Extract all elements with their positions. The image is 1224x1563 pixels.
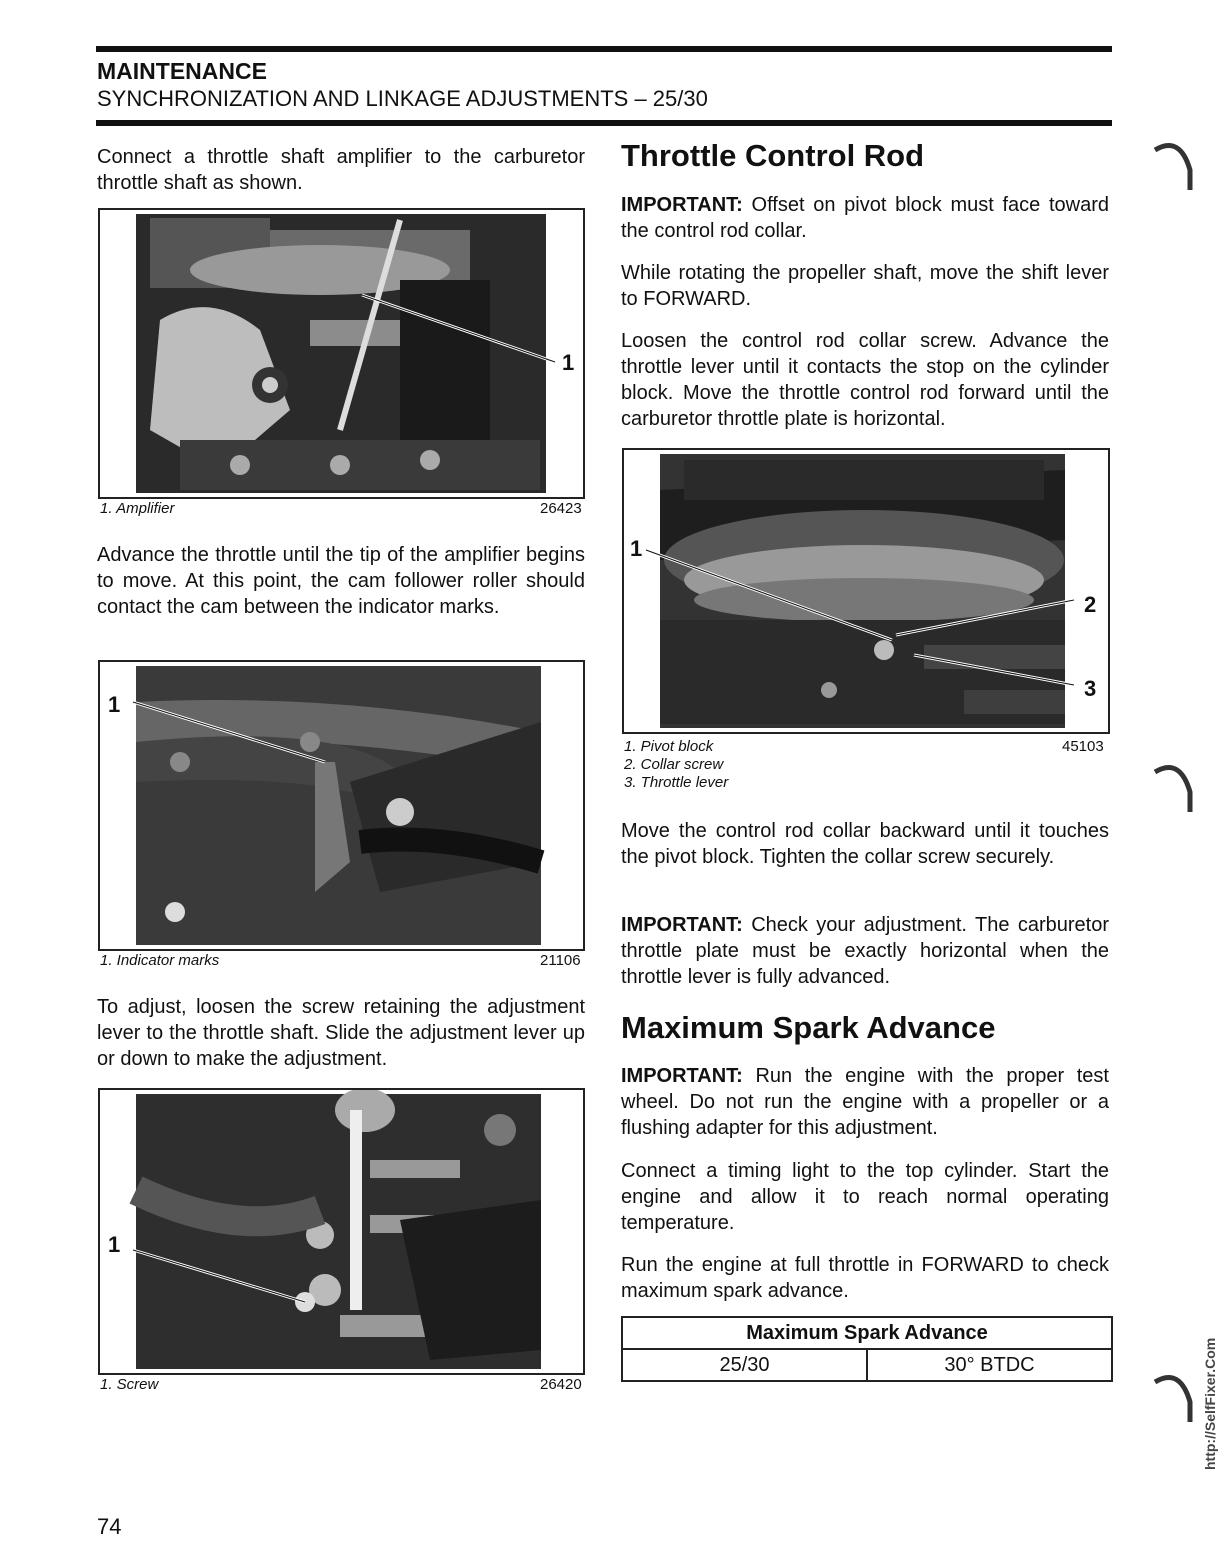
pivot-block-photo: [622, 448, 1110, 734]
binder-hole-mark-1: [1150, 130, 1200, 200]
fig1-callout: 1: [562, 350, 575, 375]
spark-advance-table: [621, 1316, 1113, 1382]
timing-paragraph: Connect a timing light to the top cylinder. Start the engine and allow it to reach normal operating temperature.: [621, 1160, 1109, 1234]
fig1-caption: 1. Amplifier: [100, 500, 175, 517]
fig2-caption: 1. Indicator marks: [100, 952, 220, 969]
fig4-callout-2: 2: [1084, 592, 1097, 617]
throttle-control-rod-heading: Throttle Control Rod: [621, 138, 925, 173]
screw-photo: [98, 1088, 585, 1375]
fig3-callout: 1: [108, 1232, 121, 1257]
indicator-photo-art: [100, 662, 583, 949]
page-number: 74: [97, 1514, 122, 1539]
table-cell-model: 25/30: [719, 1354, 770, 1376]
indicator-photo: [98, 660, 585, 951]
important-text: Run the engine with the proper test wheel. Do not run the engine with a propeller or a flushing adapter for this adjustment.: [621, 1065, 1109, 1139]
rotate-paragraph: While rotating the propeller shaft, move the shift lever to FORWARD.: [621, 262, 1109, 310]
pivot-block-photo-art: [624, 450, 1108, 732]
fig4-caption-3: 3. Throttle lever: [624, 774, 729, 791]
important-label: IMPORTANT:: [621, 194, 743, 216]
fig4-caption-2: 2. Collar screw: [624, 756, 724, 773]
amplifier-photo: [98, 208, 585, 499]
binder-hole-mark-3: [1150, 1362, 1200, 1432]
important-text: Check your adjustment. The carburetor throttle plate must be exactly horizontal when the throttle lever is fully advanced.: [621, 914, 1109, 988]
move-paragraph: Move the control rod collar backward until it touches the pivot block. Tighten the collar screw securely.: [621, 820, 1109, 868]
intro-paragraph: Connect a throttle shaft amplifier to the carburetor throttle shaft as shown.: [97, 146, 585, 194]
adjust-paragraph: To adjust, loosen the screw retaining the adjustment lever to the throttle shaft. Slide the adjustment lever up or down to make the adjustment.: [97, 996, 585, 1070]
watermark: http://SelfFixer.Com: [1202, 1337, 1218, 1470]
table-title: Maximum Spark Advance: [623, 1318, 1111, 1350]
table-row: [623, 1350, 1111, 1380]
maximum-spark-advance-heading: Maximum Spark Advance: [621, 1010, 996, 1045]
section-title: MAINTENANCE: [97, 58, 267, 84]
loosen-paragraph: Loosen the control rod collar screw. Advance the throttle lever until it contacts the stop on the cylinder block. Move the throttle control rod forward until the carburetor throttle plate is horizontal.: [621, 330, 1109, 430]
fig4-callout-3: 3: [1084, 676, 1097, 701]
fig4-number: 45103: [1062, 738, 1104, 755]
run-paragraph: Run the engine at full throttle in FORWARD to check maximum spark advance.: [621, 1254, 1109, 1302]
fig2-number: 21106: [540, 952, 581, 969]
important-label: IMPORTANT:: [621, 1065, 743, 1087]
important-note-3: [621, 1063, 1109, 1141]
header-rule-top: [96, 46, 1112, 52]
fig4-callout-1: 1: [630, 536, 643, 561]
screw-photo-art: [100, 1090, 583, 1373]
important-note-2: [621, 912, 1109, 990]
header-rule-bottom: [96, 120, 1112, 126]
binder-hole-mark-2: [1150, 752, 1200, 822]
fig4-caption-1: 1. Pivot block: [624, 738, 714, 755]
table-cell-value: 30° BTDC: [866, 1350, 1111, 1380]
important-label: IMPORTANT:: [621, 914, 743, 936]
advance-paragraph: Advance the throttle until the tip of the amplifier begins to move. At this point, the cam follower roller should contact the cam between the indicator marks.: [97, 544, 585, 618]
important-text: Offset on pivot block must face toward the control rod collar.: [621, 194, 1109, 242]
amplifier-photo-art: [100, 210, 583, 497]
fig2-callout: 1: [108, 692, 121, 717]
page-subtitle: SYNCHRONIZATION AND LINKAGE ADJUSTMENTS – 25/30: [97, 86, 708, 111]
important-note-1: [621, 192, 1109, 244]
fig3-caption: 1. Screw: [100, 1376, 159, 1393]
fig3-number: 26420: [540, 1376, 582, 1393]
fig1-number: 26423: [540, 500, 582, 517]
